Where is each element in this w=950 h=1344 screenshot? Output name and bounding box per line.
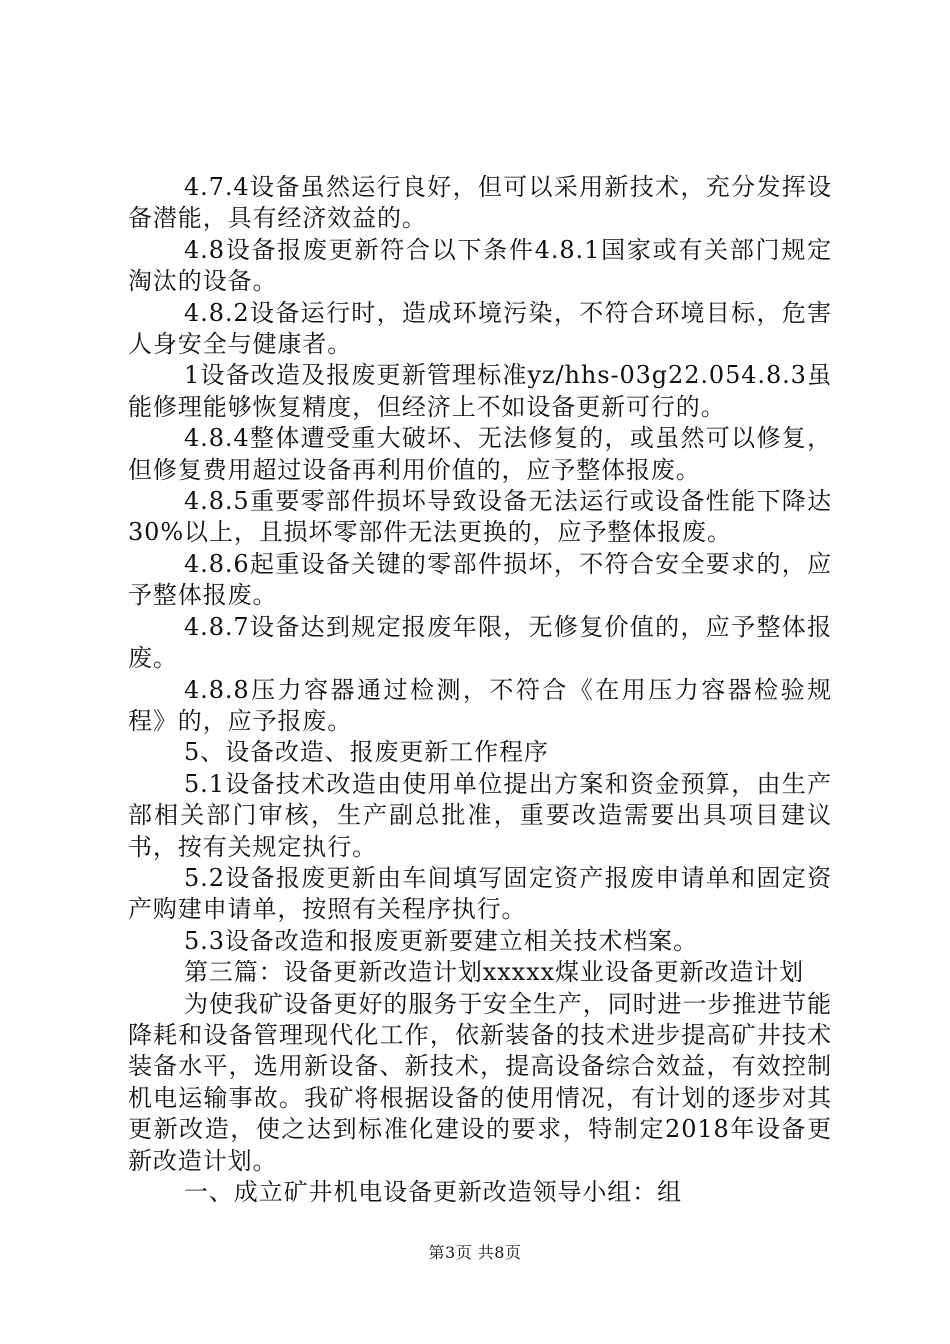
paragraph: 5.1设备技术改造由使用单位提出方案和资金预算，由生产部相关部门审核，生产副总批准，重要改造需要出具项目建议书，按有关规定执行。 <box>128 769 832 861</box>
paragraph: 4.8.2设备运行时，造成环境污染，不符合环境目标，危害人身安全与健康者。 <box>128 298 832 359</box>
paragraph: 4.8.8压力容器通过检测，不符合《在用压力容器检验规程》的，应予报废。 <box>128 675 832 735</box>
paragraph: 为使我矿设备更好的服务于安全生产，同时进一步推进节能降耗和设备管理现代化工作，依新装备的技术进步提高矿井技术装备水平，选用新设备、新技术，提高设备综合效益，有效控制机电运输事故。我矿将根据设备的使用情况，有计划的逐步对其更新改造，使之达到标准化建设的要求，特制定2018年设备更新改造计划。 <box>128 989 832 1175</box>
paragraph: 1设备改造及报废更新管理标准yz/hhs-03g22.054.8.3虽能修理能够恢复精度，但经济上不如设备更新可行的。 <box>128 361 832 421</box>
paragraph: 一、成立矿井机电设备更新改造领导小组：组 <box>184 1178 682 1206</box>
paragraph: 5.2设备报废更新由车间填写固定资产报废申请单和固定资产购建申请单，按照有关程序执行。 <box>128 863 832 924</box>
paragraph: 4.8设备报废更新符合以下条件4.8.1国家或有关部门规定淘汰的设备。 <box>128 235 832 296</box>
document-body <box>128 172 832 1208</box>
section-heading: 5、设备改造、报废更新工作程序 <box>184 738 549 767</box>
paragraph: 4.8.7设备达到规定报废年限，无修复价值的，应予整体报废。 <box>128 612 832 673</box>
chapter-heading: 第三篇：设备更新改造计划xxxxx煤业设备更新改造计划 <box>184 958 804 987</box>
paragraph: 4.7.4设备虽然运行良好，但可以采用新技术，充分发挥设备潜能，具有经济效益的。 <box>128 173 832 233</box>
paragraph: 4.8.6起重设备关键的零部件损坏，不符合安全要求的，应予整体报废。 <box>128 549 832 610</box>
paragraph: 5.3设备改造和报废更新要建立相关技术档案。 <box>184 926 698 955</box>
page-number: 第3页 共8页 <box>428 1243 522 1262</box>
paragraph: 4.8.4整体遭受重大破坏、无法修复的，或虽然可以修复，但修复费用超过设备再利用价值的，应予整体报废。 <box>128 424 832 484</box>
page-footer <box>0 1240 950 1263</box>
paragraph: 4.8.5重要零部件损坏导致设备无法运行或设备性能下降达30%以上，且损坏零部件无法更换的，应予整体报废。 <box>128 487 832 547</box>
